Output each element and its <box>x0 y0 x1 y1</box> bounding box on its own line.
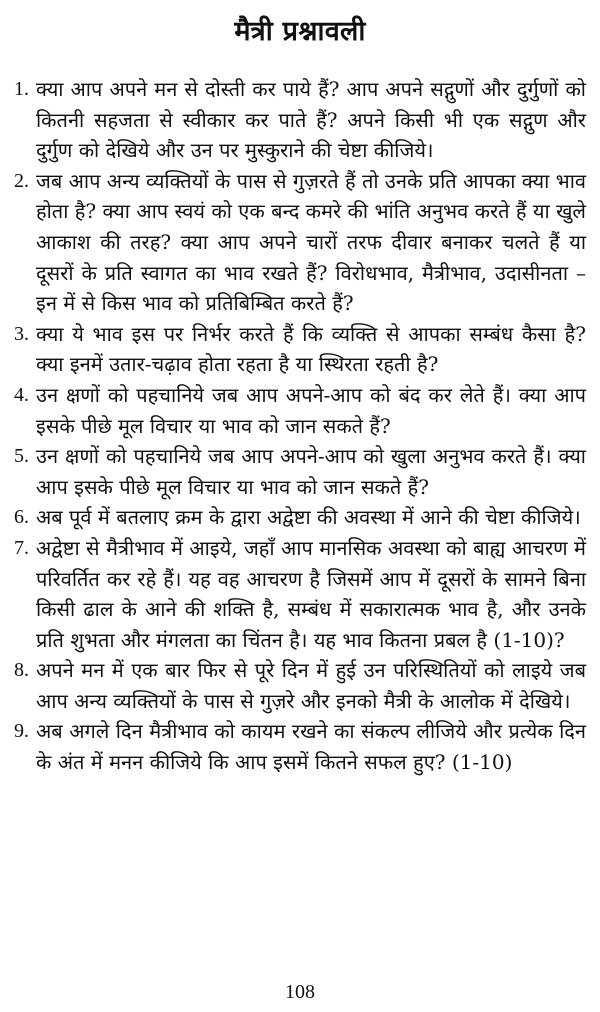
question-text: क्या ये भाव इस पर निर्भर करते हैं कि व्यक्ति से आपका सम्बंध कैसा है? क्या इनमें उतार-चढ़ाव होता रहता है या स्थिरता रहती है? <box>36 321 586 377</box>
question-item-6 <box>14 502 586 533</box>
question-number: 3. <box>14 322 29 345</box>
question-number: 6. <box>14 506 29 529</box>
question-text: उन क्षणों को पहचानिये जब आप अपने-आप को खुला अनुभव करते हैं। क्या आप इसके पीछे मूल विचार या भाव को जान सकते हैं? <box>36 444 586 499</box>
question-item-4 <box>14 380 586 441</box>
question-text: जब आप अन्य व्यक्तियों के पास से गुज़रते हैं तो उनके प्रति आपका क्या भाव होता है? क्या आप स्वयं को एक बन्द कमरे की भांति अनुभव करते हैं या खुले आकाश की तरह? क्या आप अपने चारों तरफ दीवार बनाकर चलते हैं या दूसरों के प्रति स्वागत का भाव रखते हैं? विरोधभाव, मैत्रीभाव, उदासीनता – इन में से किस भाव को प्रतिबिम्बित करते हैं? <box>36 168 586 316</box>
question-number: 4. <box>14 383 29 406</box>
question-item-9 <box>14 716 586 777</box>
question-number: 7. <box>14 536 29 559</box>
question-item-5 <box>14 441 586 502</box>
question-item-3 <box>14 319 586 380</box>
question-item-8 <box>14 655 586 716</box>
page-title: मैत्री प्रश्नावली <box>234 16 366 47</box>
question-text: उन क्षणों को पहचानिये जब आप अपने-आप को बंद कर लेते हैं। क्या आप इसके पीछे मूल विचार या भाव को जान सकते हैं? <box>36 382 586 438</box>
question-item-2 <box>14 166 586 319</box>
question-text: अब अगले दिन मैत्रीभाव को कायम रखने का संकल्प लीजिये और प्रत्येक दिन के अंत में मनन कीजिये कि आप इसमें कितने सफल हुए? (1-10) <box>36 719 586 775</box>
question-item-7 <box>14 533 586 655</box>
question-text: क्या आप अपने मन से दोस्ती कर पाये हैं? आप अपने सद्गुणों और दुर्गुणों को कितनी सहजता से स्वीकार कर पाते हैं? अपने किसी भी एक सद्गुण और दुर्गुण को देखिये और उन पर मुस्कुराने की चेष्टा कीजिये। <box>36 77 586 163</box>
question-text: अद्वेष्टा से मैत्रीभाव में आइये, जहाँ आप मानसिक अवस्था को बाह्य आचरण में परिवर्तित कर रहे हैं। यह वह आचरण है जिसमें आप में दूसरों के सामने बिना किसी ढाल के आने की शक्ति है, सम्बंध में सकारात्मक भाव है, और उनके प्रति शुभता और मंगलता का चिंतन है। यह भाव कितना प्रबल है (1-10)? <box>36 535 586 652</box>
question-number: 8. <box>14 659 29 682</box>
page-number: 108 <box>285 981 315 1003</box>
question-text: अब पूर्व में बतलाए क्रम के द्वारा अद्वेष्टा की अवस्था में आने की चेष्टा कीजिये। <box>36 505 581 530</box>
question-number: 5. <box>14 445 29 468</box>
question-item-1 <box>14 74 586 166</box>
question-text: अपने मन में एक बार फिर से पूरे दिन में हुई उन परिस्थितियों को लाइये जब आप अन्य व्यक्तियों के पास से गुज़रे और इनको मैत्री के आलोक में देखिये। <box>36 658 586 713</box>
question-list <box>14 74 586 778</box>
question-number: 9. <box>14 720 29 743</box>
question-number: 1. <box>14 78 29 100</box>
question-number: 2. <box>14 169 29 192</box>
